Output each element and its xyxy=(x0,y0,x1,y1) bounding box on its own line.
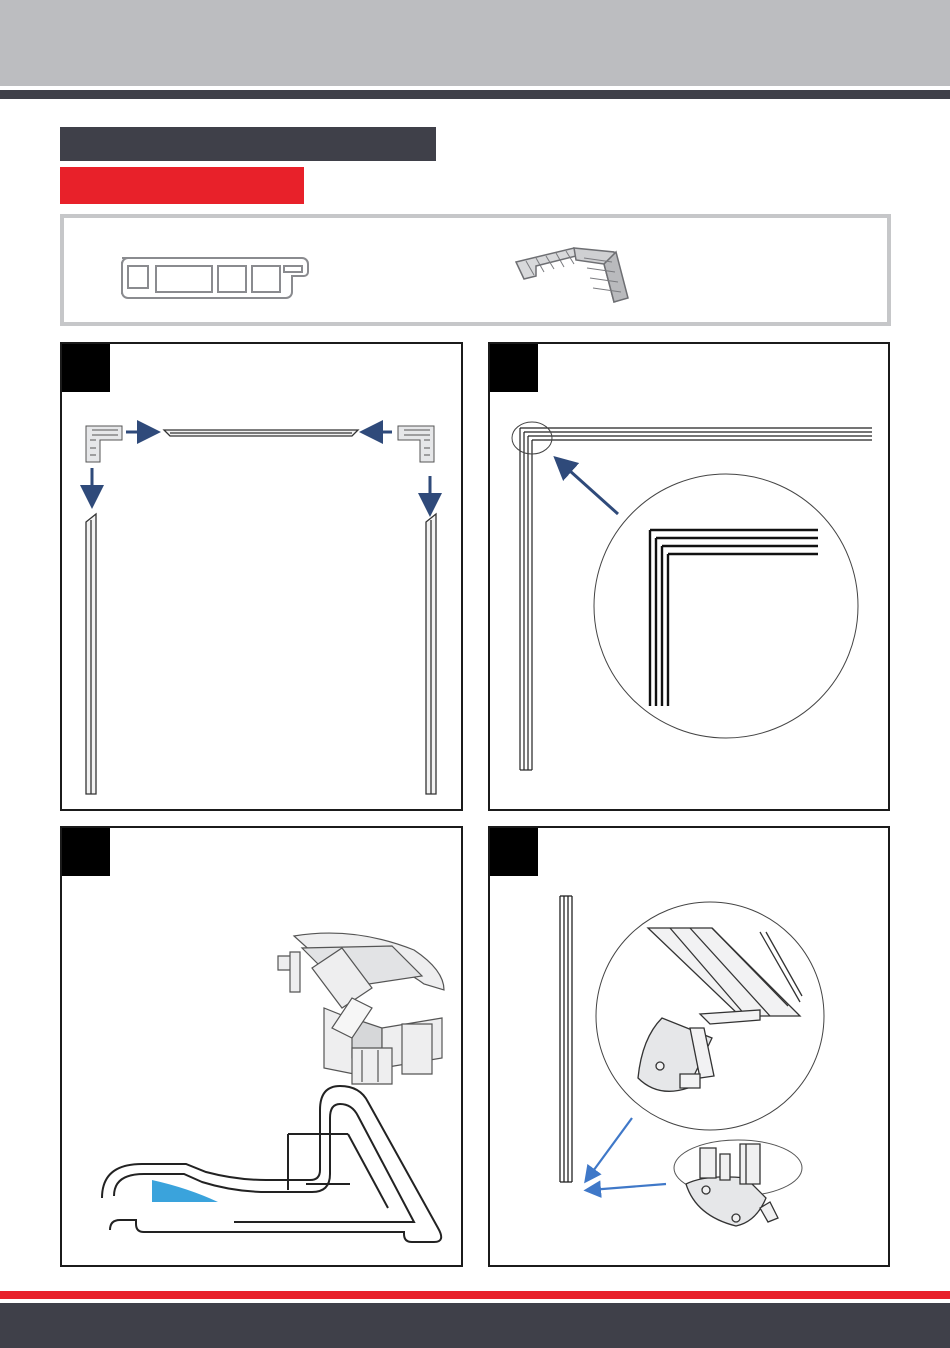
step-panel-1 xyxy=(60,342,463,811)
profile-section xyxy=(102,1086,441,1242)
fitting-arrows xyxy=(588,1118,666,1190)
vertical-profile-bar xyxy=(560,896,572,1182)
zoom-circle xyxy=(594,474,858,738)
left-profile-bar xyxy=(86,514,96,794)
end-cap-fitting-icon xyxy=(490,828,888,1265)
step-panel-4 xyxy=(488,826,890,1267)
corner-piece-left xyxy=(86,426,122,462)
corner-detail-zoom-icon xyxy=(490,344,888,809)
parts-box xyxy=(60,214,891,326)
header-rule xyxy=(0,90,950,99)
section-title-bar xyxy=(60,127,436,161)
frame-assembly-icon xyxy=(62,344,461,809)
step-panel-2 xyxy=(488,342,890,811)
footer-red-rule xyxy=(0,1291,950,1299)
corner-piece-right xyxy=(398,426,434,462)
end-cap-3d xyxy=(278,933,444,1084)
footer-band xyxy=(0,1303,950,1348)
parts-illustration xyxy=(64,218,887,322)
frame-profile-section-icon xyxy=(122,258,308,298)
zoom-circle xyxy=(596,902,824,1130)
profile-cross-section-icon xyxy=(62,828,461,1265)
header-band xyxy=(0,0,950,86)
corner-connector-icon xyxy=(516,248,628,302)
zoom-arrow xyxy=(560,462,618,514)
section-subtitle-bar xyxy=(60,167,304,204)
top-profile-bar xyxy=(164,430,358,436)
right-profile-bar xyxy=(426,514,436,794)
step-panel-3 xyxy=(60,826,463,1267)
end-cap-part xyxy=(674,1140,802,1226)
assembly-arrows xyxy=(92,432,430,508)
